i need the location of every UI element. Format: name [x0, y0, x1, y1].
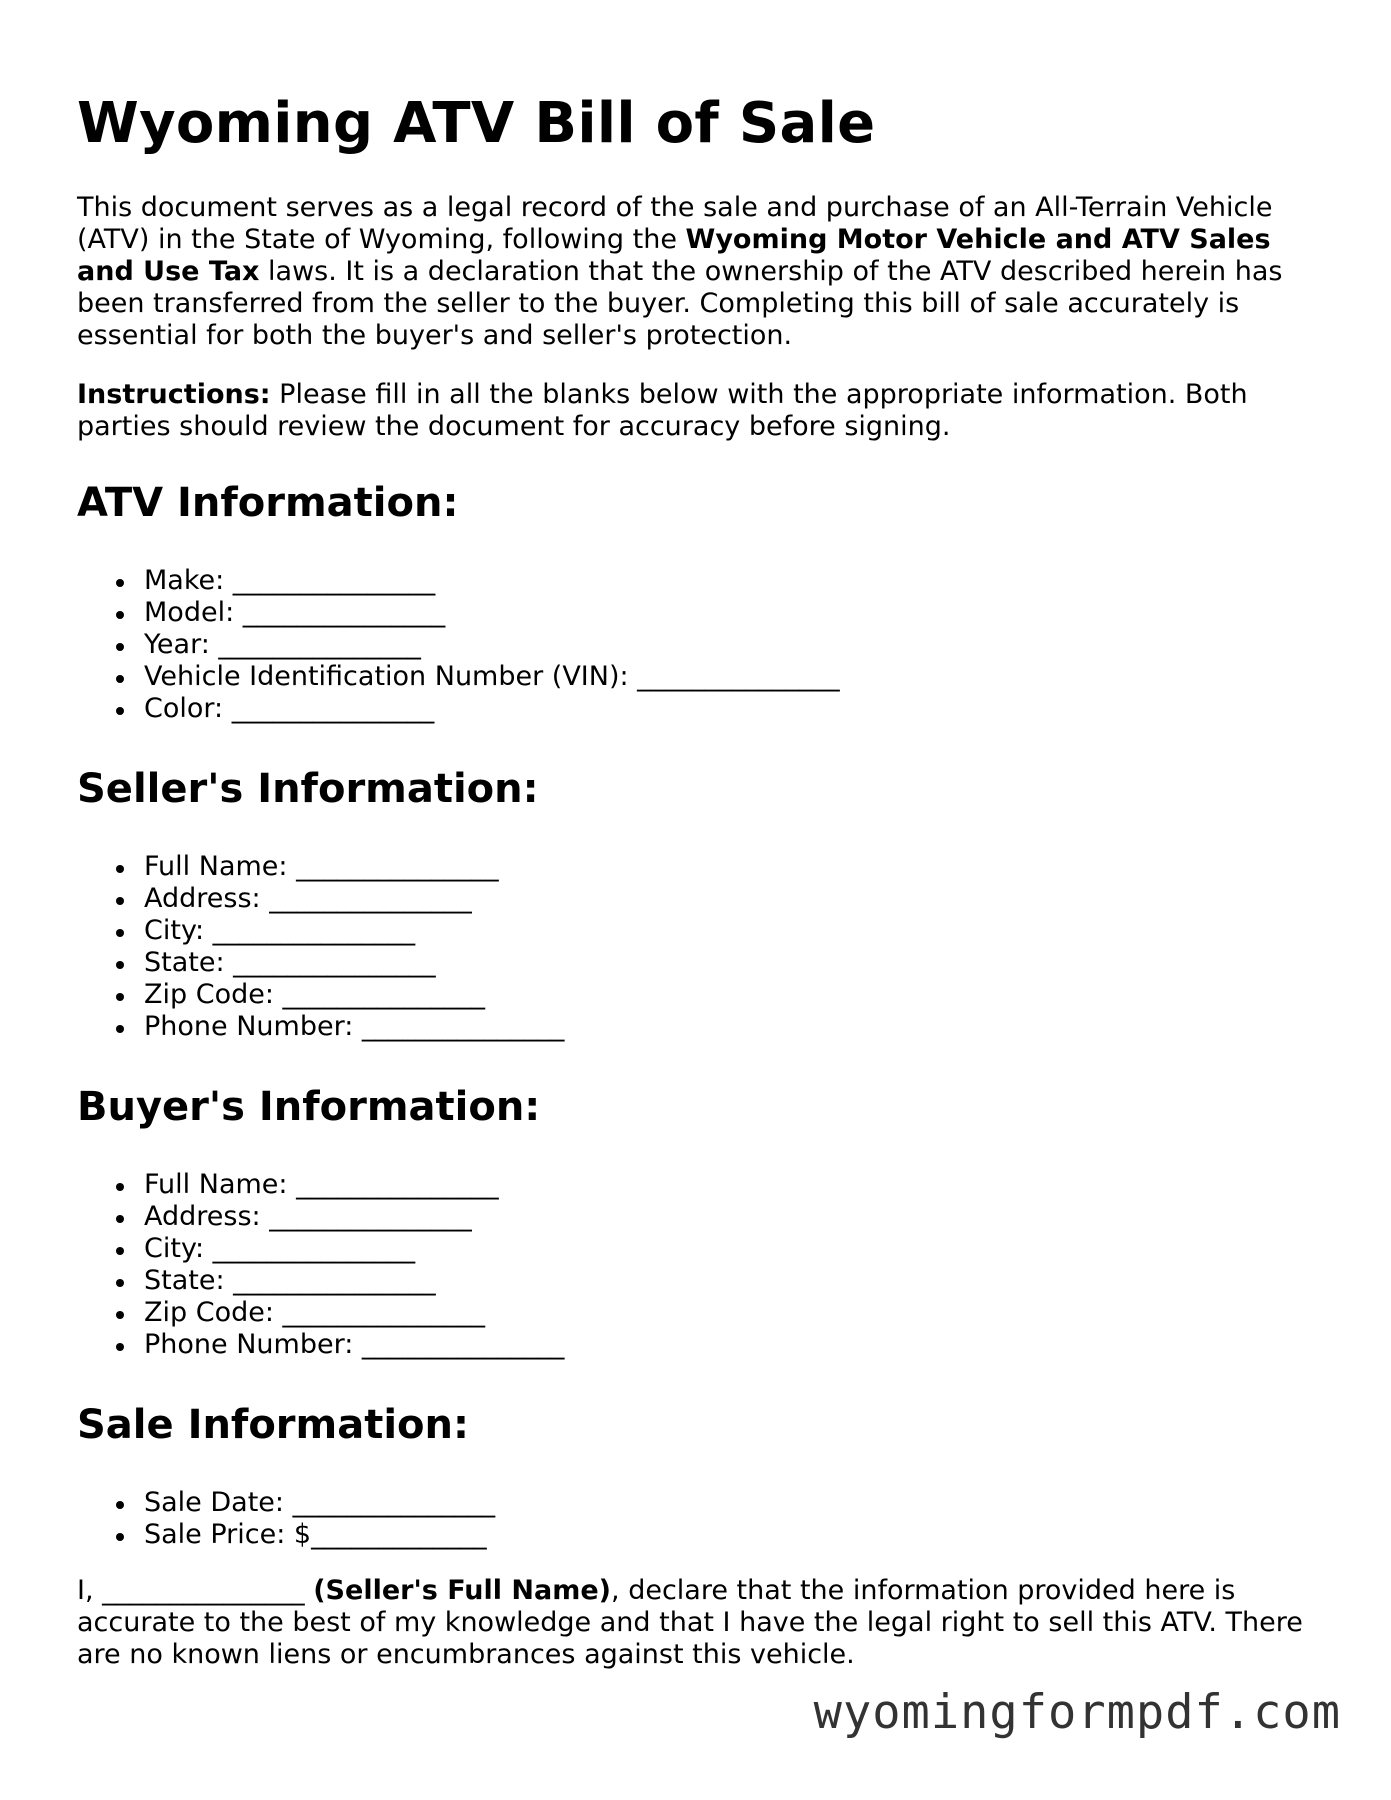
seller-full-name-field[interactable]: Full Name: _______________ [144, 851, 1327, 883]
intro-text-1: This document serves as a legal record of the sale and purchase of an All-Terrain Vehicle (ATV) in the State of Wyoming, following the [77, 191, 1273, 255]
buyer-address-field[interactable]: Address: _______________ [144, 1201, 1327, 1233]
seller-info-list [77, 851, 1327, 1043]
intro-text-2: laws. It is a declaration that the ownership of the ATV described herein has been transferred from the seller to the buyer. Completing this bill of sale accurately is essential for both the buyer's and seller's protection. [77, 255, 1283, 351]
seller-address-field[interactable]: Address: _______________ [144, 883, 1327, 915]
declaration-text: , declare that the information provided here is accurate to the best of my knowledge and that I have the legal right to sell this ATV. There are no known liens or encumbrances against this vehicle. [77, 1574, 1303, 1670]
instructions-paragraph [77, 379, 1327, 443]
instructions-label: Instructions: [77, 378, 271, 410]
declaration-seller-name-blank[interactable]: I, _______________ [77, 1574, 314, 1606]
sale-info-list [77, 1487, 1327, 1551]
instructions-text: Please fill in all the blanks below with the appropriate information. Both parties should review the document for accuracy before signing. [77, 378, 1248, 442]
atv-year-field[interactable]: Year: _______________ [144, 629, 1327, 661]
sale-date-field[interactable]: Sale Date: _______________ [144, 1487, 1327, 1519]
atv-color-field[interactable]: Color: _______________ [144, 693, 1327, 725]
buyer-info-list [77, 1169, 1327, 1361]
buyer-info-heading: Buyer's Information: [77, 1083, 541, 1130]
seller-state-field[interactable]: State: _______________ [144, 947, 1327, 979]
seller-phone-field[interactable]: Phone Number: _______________ [144, 1011, 1327, 1043]
sale-price-field[interactable]: Sale Price: $_____________ [144, 1519, 1327, 1551]
intro-paragraph [77, 192, 1327, 352]
buyer-phone-field[interactable]: Phone Number: _______________ [144, 1329, 1327, 1361]
document-page [77, 88, 1327, 1671]
seller-zip-field[interactable]: Zip Code: _______________ [144, 979, 1327, 1011]
atv-vin-field[interactable]: Vehicle Identification Number (VIN): _______________ [144, 661, 1327, 693]
buyer-state-field[interactable]: State: _______________ [144, 1265, 1327, 1297]
buyer-full-name-field[interactable]: Full Name: _______________ [144, 1169, 1327, 1201]
footer-watermark: wyomingformpdf.com [813, 1685, 1341, 1740]
atv-info-list [77, 565, 1327, 725]
seller-info-heading: Seller's Information: [77, 765, 539, 812]
declaration-bold-label: (Seller's Full Name) [313, 1574, 612, 1606]
intro-bold-text: Wyoming Motor Vehicle and ATV Sales and Use Tax [77, 223, 1271, 287]
buyer-zip-field[interactable]: Zip Code: _______________ [144, 1297, 1327, 1329]
seller-city-field[interactable]: City: _______________ [144, 915, 1327, 947]
atv-model-field[interactable]: Model: _______________ [144, 597, 1327, 629]
sale-info-heading: Sale Information: [77, 1401, 469, 1448]
declaration-paragraph [77, 1575, 1327, 1671]
page-title: Wyoming ATV Bill of Sale [77, 91, 876, 156]
buyer-city-field[interactable]: City: _______________ [144, 1233, 1327, 1265]
atv-info-heading: ATV Information: [77, 479, 459, 526]
atv-make-field[interactable]: Make: _______________ [144, 565, 1327, 597]
